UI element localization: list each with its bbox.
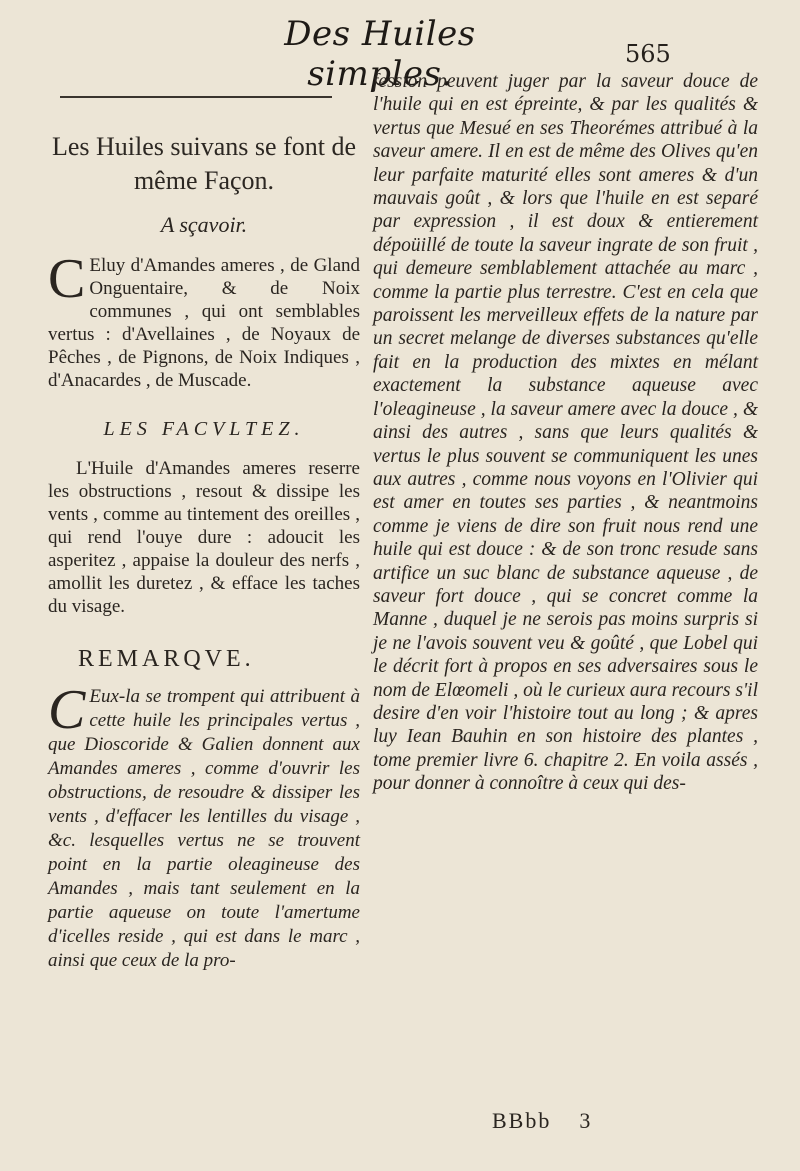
running-title: Des Huiles simples. — [284, 14, 476, 94]
drop-cap: C — [48, 248, 86, 310]
right-column — [373, 70, 758, 796]
facultez-paragraph: L'Huile d'Amandes ameres reserre les obstructions , resout & dissipe les vents , comme au tintement des oreilles , qui rend l'ouye dure : adoucit les asperitez , appaise la douleur des nerfs , amollit les duretez , & efface les taches du visage. — [48, 458, 360, 617]
header-rule — [60, 96, 332, 98]
intro-text: Eluy d'Amandes ameres , de Gland Onguentaire, & de Noix communes , qui ont semblables vertus : d'Avellaines , de Noyaux de Pêches , de Pignons, de Noix Indiques , d'Anacardes , de Muscade. — [48, 255, 360, 391]
remarque-text: Eux-la se trompent qui attribuent à cette huile les principales vertus , que Dioscoride & Galien donnent aux Amandes ameres , comme d'ouvrir les obstructions, de resoudre & dissiper les vents , d'effacer les lentilles du visage , &c. lesquelles vertus ne se trouvent point en la partie oleagineuse des Amandes , mais tant seulement en la partie aqueuse on toute l'amertume d'icelles reside , qui est dans le marc , ainsi que ceux de la pro- — [48, 686, 360, 971]
drop-cap: C — [48, 679, 86, 741]
signature-number: 3 — [579, 1108, 593, 1133]
intro-paragraph — [48, 248, 360, 392]
signature-letters: BBbb — [492, 1108, 552, 1133]
remarque-paragraph — [48, 679, 360, 973]
facultez-title: LES FACVLTEZ. — [103, 418, 305, 440]
left-column — [48, 130, 360, 973]
signature-mark — [492, 1108, 592, 1134]
page-number: 565 — [625, 40, 671, 68]
sub-heading: A sçavoir. — [160, 212, 248, 237]
continuation-paragraph: fession peuvent juger par la saveur douce de l'huile qui en est épreinte, & par les qualités & vertus que Mesué en ses Theorémes attribué à la saveur amere. Il en est de même des Olives qu'en leur parfaite maturité elles sont ameres & d'un mauvais goût , & lors que l'huile en est separé par expression , il est doux & entierement dépoüillé de toute la saveur ingrate de son fruit , qui demeure semblablement attachée au marc , comme la partie plus terrestre. C'est en cela que paroissent les merveilleux effets de la nature par un secret melange de diverses substances qu'elle fait en la production des mixtes en mélant exactement la substance aqueuse avec l'oleagineuse , la saveur amere avec la douce , & ainsi des autres , sans que leurs qualités & vertus le plus souvent se communiquent les unes aux autres , comme nous voyons en l'Olivier qui est amer en toutes ses parties , & neantmoins comme je viens de dire son fruit nous rend une huile qui est douce : & de son tronc resude sans artifice un suc blanc de substance aqueuse , de saveur fort douce , qui se concret comme la Manne , duquel je ne serois pas moins surpris si je ne l'avois souvent veu & goûté , que Lobel qui le décrit fort à propos en ses adversaires sous le nom de Elœomeli , où le curieux aura recours s'il desire d'en voir l'histoire tout au long ; & apres luy Iean Bauhin en son histoire des plantes , tome premier livre 6. chapitre 2. En voila assés , pour donner à connoître à ceux qui des- — [373, 71, 758, 795]
remarque-title: REMARQVE. — [78, 646, 255, 672]
section-heading: Les Huiles suivans se font de même Façon. — [51, 132, 356, 195]
